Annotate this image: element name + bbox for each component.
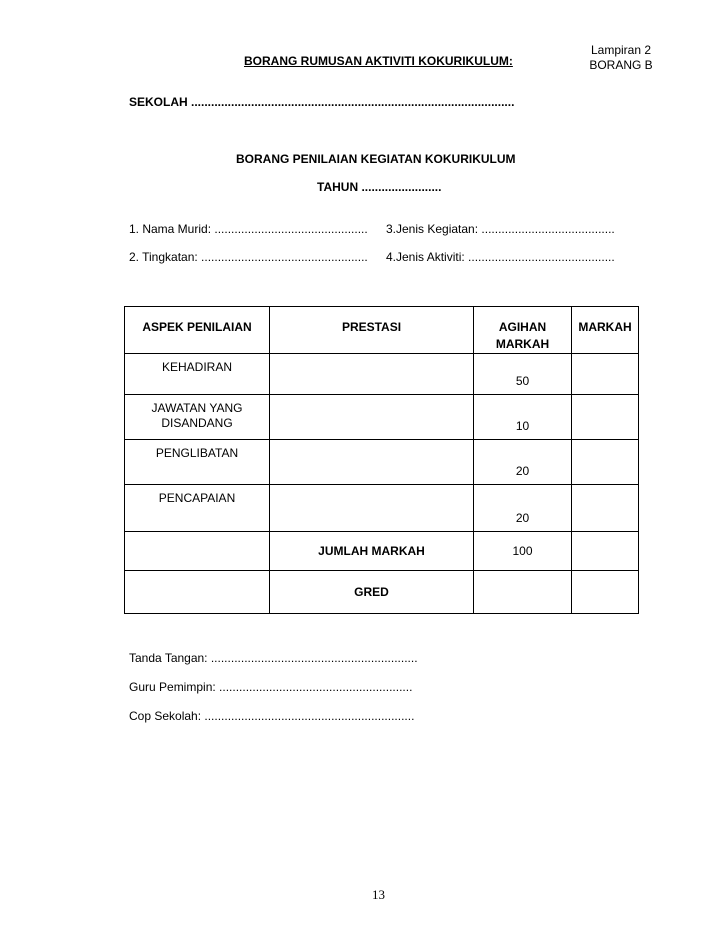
aspect-label: PENCAPAIAN <box>158 491 236 505</box>
marks-cell[interactable] <box>572 354 639 395</box>
marks-cell[interactable] <box>572 485 639 532</box>
grade-label: GRED <box>270 571 474 614</box>
aspect-cell <box>125 354 270 395</box>
marks-cell[interactable] <box>572 395 639 440</box>
table-row <box>125 485 639 532</box>
header-performance: PRESTASI <box>270 307 474 354</box>
aspect-label-line2: DISANDANG <box>161 416 233 430</box>
aspect-cell <box>125 440 270 485</box>
total-label: JUMLAH MARKAH <box>270 532 474 571</box>
assessment-table <box>124 306 639 614</box>
level-field: 2. Tingkatan: .................................................. <box>129 250 368 264</box>
performance-cell[interactable] <box>270 440 474 485</box>
aspect-label: PENGLIBATAN <box>155 446 239 460</box>
form-code: BORANG B <box>589 58 653 72</box>
allocation-cell: 20 <box>474 440 572 485</box>
grade-blank-cell <box>125 571 270 614</box>
total-value: 100 <box>474 532 572 571</box>
aspect-label: JAWATAN YANG <box>151 401 243 415</box>
total-marks-cell[interactable] <box>572 532 639 571</box>
stamp-line: Cop Sekolah: ............................................................... <box>129 709 415 723</box>
table-row <box>125 395 639 440</box>
header-marks: MARKAH <box>572 307 639 354</box>
aspect-cell <box>125 485 270 532</box>
allocation-cell: 10 <box>474 395 572 440</box>
aspect-cell <box>125 395 270 440</box>
appendix-block <box>586 43 656 73</box>
grade-value-cell[interactable] <box>572 571 639 614</box>
allocation-cell: 50 <box>474 354 572 395</box>
total-blank-cell <box>125 532 270 571</box>
total-row <box>125 532 639 571</box>
header-allocation-line1: AGIHAN <box>498 320 547 334</box>
school-line: SEKOLAH ................................................................................................. <box>129 95 515 109</box>
signature-line: Tanda Tangan: .............................................................. <box>129 651 418 665</box>
performance-cell[interactable] <box>270 354 474 395</box>
table-row <box>125 354 639 395</box>
allocation-cell: 20 <box>474 485 572 532</box>
grade-row <box>125 571 639 614</box>
form-year: TAHUN ........................ <box>317 180 442 194</box>
grade-blank-cell-2 <box>474 571 572 614</box>
marks-cell[interactable] <box>572 440 639 485</box>
student-name-field: 1. Nama Murid: .............................................. <box>129 222 368 236</box>
teacher-line: Guru Pemimpin: .......................................................... <box>129 680 413 694</box>
form-title: BORANG PENILAIAN KEGIATAN KOKURIKULUM <box>236 152 516 166</box>
header-allocation <box>474 307 572 354</box>
table-row <box>125 440 639 485</box>
activity-type-field: 3.Jenis Kegiatan: ........................................ <box>386 222 615 236</box>
performance-cell[interactable] <box>270 485 474 532</box>
form-heading: BORANG RUMUSAN AKTIVITI KOKURIKULUM: <box>244 54 513 68</box>
header-aspect: ASPEK PENILAIAN <box>125 307 270 354</box>
header-allocation-line2: MARKAH <box>495 337 550 351</box>
page-number: 13 <box>372 887 385 902</box>
performance-cell[interactable] <box>270 395 474 440</box>
activity-field: 4.Jenis Aktiviti: ............................................ <box>386 250 615 264</box>
appendix-label: Lampiran 2 <box>590 43 652 57</box>
aspect-label: KEHADIRAN <box>161 360 232 374</box>
table-header-row <box>125 307 639 354</box>
